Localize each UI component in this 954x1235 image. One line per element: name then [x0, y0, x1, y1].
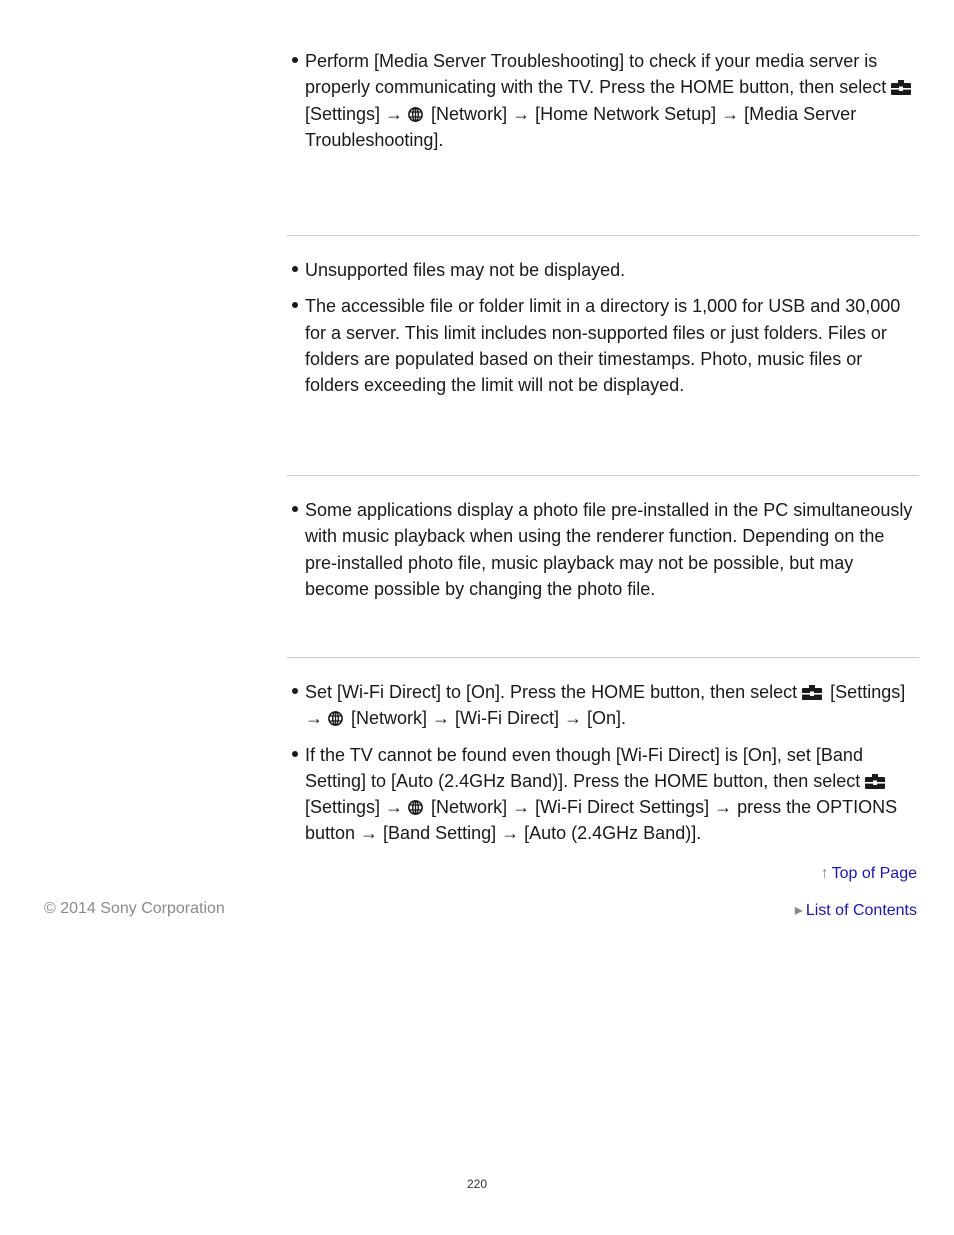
- bullet-list: [287, 497, 919, 602]
- section-divider: [287, 657, 919, 658]
- item-text: [Settings] →: [305, 682, 906, 729]
- item-text: Unsupported files may not be displayed.: [305, 260, 626, 280]
- troubleshooting-section-renderer: [287, 497, 919, 612]
- triangle-right-icon: ▸: [794, 902, 803, 919]
- bullet-icon: [292, 751, 298, 757]
- item-text: If the TV cannot be found even though [Wi-Fi Direct] is [On], set [Band Setting] to [Auto (2.4GHz Band)]. Press the HOME button, then select: [305, 744, 866, 791]
- network-icon: [408, 800, 423, 815]
- item-text: The accessible file or folder limit in a directory is 1,000 for USB and 30,000 for a server. This limit includes non-supported files or just folders. Files or folders are populated based on their timestamps. Photo, music files or folders exceeding the limit will not be displayed.: [305, 296, 901, 396]
- item-text: Perform [Media Server Troubleshooting] to check if your media server is properly communicating with the TV. Press the HOME button, then select: [305, 51, 892, 98]
- section-divider: [287, 475, 919, 476]
- bullet-list: [287, 48, 919, 153]
- settings-icon: [865, 774, 885, 789]
- item-text: [Network] → [Wi-Fi Direct] → [On].: [346, 708, 627, 729]
- list-item: [287, 257, 919, 283]
- item-text: [Settings] →: [305, 103, 409, 124]
- list-item: [287, 497, 919, 602]
- troubleshooting-section-wifi-direct: [287, 679, 919, 857]
- item-text: Set [Wi-Fi Direct] to [On]. Press the HOME button, then select: [305, 682, 803, 702]
- section-divider: [287, 235, 919, 236]
- settings-icon: [891, 80, 911, 95]
- top-of-page-label: Top of Page: [831, 865, 917, 882]
- list-item: [287, 742, 919, 847]
- item-text: [Settings] →: [305, 797, 409, 818]
- settings-icon: [802, 685, 822, 700]
- list-of-contents-label: List of Contents: [805, 902, 917, 919]
- list-of-contents-link[interactable]: [795, 900, 917, 920]
- top-of-page-link[interactable]: [821, 865, 917, 883]
- list-item: [287, 679, 919, 732]
- item-text: [Network] → [Home Network Setup] → [Media Server Troubleshooting].: [305, 103, 857, 150]
- bullet-icon: [292, 506, 298, 512]
- copyright-text: © 2014 Sony Corporation: [44, 900, 225, 917]
- troubleshooting-section-media-server: [287, 48, 919, 163]
- network-icon: [408, 107, 423, 122]
- list-item: [287, 48, 919, 153]
- network-icon: [328, 711, 343, 726]
- bullet-list: [287, 257, 919, 398]
- item-text: [Network] → [Wi-Fi Direct Settings] → press the OPTIONS button → [Band Setting] → [Auto (2.4GHz Band)].: [305, 797, 898, 844]
- item-text: Some applications display a photo file pre-installed in the PC simultaneously with music playback when using the renderer function. Depending on the pre-installed photo file, music playback may not be possible, but may become possible by changing the photo file.: [305, 500, 913, 599]
- page-number: 220: [466, 1177, 488, 1191]
- bullet-list: [287, 679, 919, 847]
- bullet-icon: [292, 266, 298, 272]
- bullet-icon: [292, 302, 298, 308]
- troubleshooting-section-file-limits: [287, 257, 919, 408]
- bullet-icon: [292, 57, 298, 63]
- list-item: [287, 293, 919, 398]
- bullet-icon: [292, 688, 298, 694]
- arrow-up-icon: ↑: [820, 865, 829, 882]
